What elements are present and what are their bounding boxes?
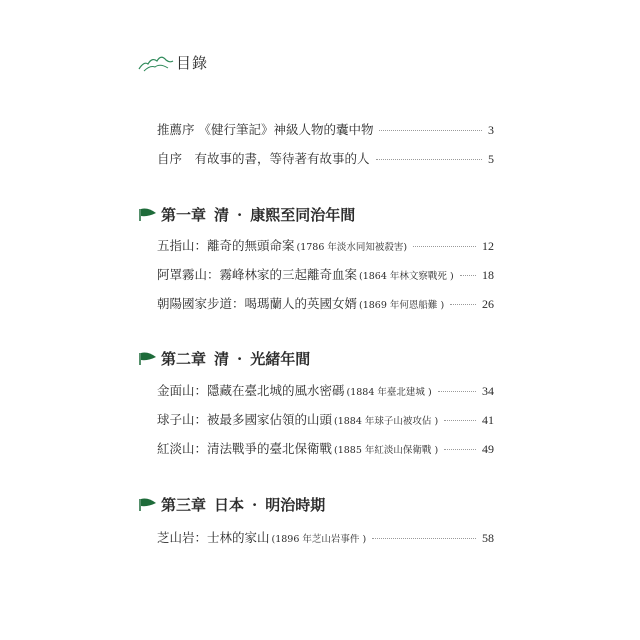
chapter-label: 第三章 <box>161 496 207 514</box>
toc-entry[interactable] <box>157 236 494 254</box>
page-number: 41 <box>482 413 494 427</box>
entry-title: 朝陽國家步道：喝瑪蘭人的英國女婿 <box>157 296 358 311</box>
flag-icon <box>139 352 157 366</box>
flag-icon <box>139 208 157 222</box>
chapter-separator: · <box>237 205 243 224</box>
toc-entry[interactable] <box>157 410 494 428</box>
chapter-part2: 光緒年間 <box>250 350 311 368</box>
entry-title: 自序 有故事的書，等待著有故事的人 <box>157 151 370 166</box>
toc-title: 目錄 <box>176 53 209 72</box>
entry-title: 球子山：被最多國家佔領的山頭 <box>157 412 333 427</box>
page-number: 26 <box>482 297 494 311</box>
chapter-label: 第一章 <box>161 206 207 224</box>
chapter-part1: 清 <box>214 350 230 368</box>
entry-title: 芝山岩：士林的家山 <box>157 530 270 545</box>
chapter-separator: · <box>237 349 243 368</box>
toc-entry[interactable] <box>157 528 494 546</box>
entry-note: (1884 年臺北建城 ) <box>346 387 432 398</box>
leader-dots <box>460 275 476 276</box>
chapter-part1: 日本 <box>214 496 245 514</box>
page-number: 34 <box>482 384 494 398</box>
entry-title: 金面山：隱藏在臺北城的風水密碼 <box>157 383 345 398</box>
chapter-label: 第二章 <box>161 350 207 368</box>
mountain-icon <box>138 52 174 72</box>
chapter-separator: · <box>252 495 258 514</box>
leader-dots <box>413 246 476 247</box>
toc-entry[interactable] <box>157 120 494 138</box>
entry-title: 五指山：離奇的無頭命案 <box>157 238 295 253</box>
toc-entry[interactable] <box>157 149 494 167</box>
toc-entry[interactable] <box>157 381 494 399</box>
page-number: 12 <box>482 239 494 253</box>
page-number: 49 <box>482 442 494 456</box>
page-number: 5 <box>488 152 494 166</box>
chapter-part1: 清 <box>214 206 230 224</box>
chapter-heading[interactable] <box>139 348 310 369</box>
toc-header <box>138 50 208 74</box>
toc-entry[interactable] <box>157 439 494 457</box>
entry-title: 推薦序 《健行筆記》神級人物的囊中物 <box>157 122 374 137</box>
entry-note: (1885 年紅淡山保衛戰 ) <box>334 445 439 456</box>
chapter-heading[interactable] <box>139 494 325 515</box>
entry-note: (1896 年芝山岩事件 ) <box>271 534 367 545</box>
leader-dots <box>444 420 476 421</box>
leader-dots <box>438 391 476 392</box>
leader-dots <box>450 304 476 305</box>
chapter-heading[interactable] <box>139 204 355 225</box>
leader-dots <box>372 538 476 539</box>
flag-icon <box>139 498 157 512</box>
leader-dots <box>376 159 482 160</box>
toc-entry[interactable] <box>157 294 494 312</box>
chapter-part2: 康熙至同治年間 <box>250 206 356 224</box>
entry-note: (1869 年何恩船難 ) <box>359 300 445 311</box>
toc-entry[interactable] <box>157 265 494 283</box>
leader-dots <box>444 449 476 450</box>
entry-title: 紅淡山：清法戰爭的臺北保衛戰 <box>157 441 333 456</box>
entry-note: (1864 年林文察戰死 ) <box>359 271 454 282</box>
entry-note: (1884 年球子山被攻佔 ) <box>334 416 439 427</box>
page-number: 3 <box>488 123 494 137</box>
leader-dots <box>379 130 482 131</box>
entry-title: 阿罩霧山：霧峰林家的三起離奇血案 <box>157 267 358 282</box>
page-number: 58 <box>482 531 494 545</box>
chapter-part2: 明治時期 <box>265 496 326 514</box>
entry-note: (1786 年淡水同知被殺害) <box>296 242 408 253</box>
page-number: 18 <box>482 268 494 282</box>
